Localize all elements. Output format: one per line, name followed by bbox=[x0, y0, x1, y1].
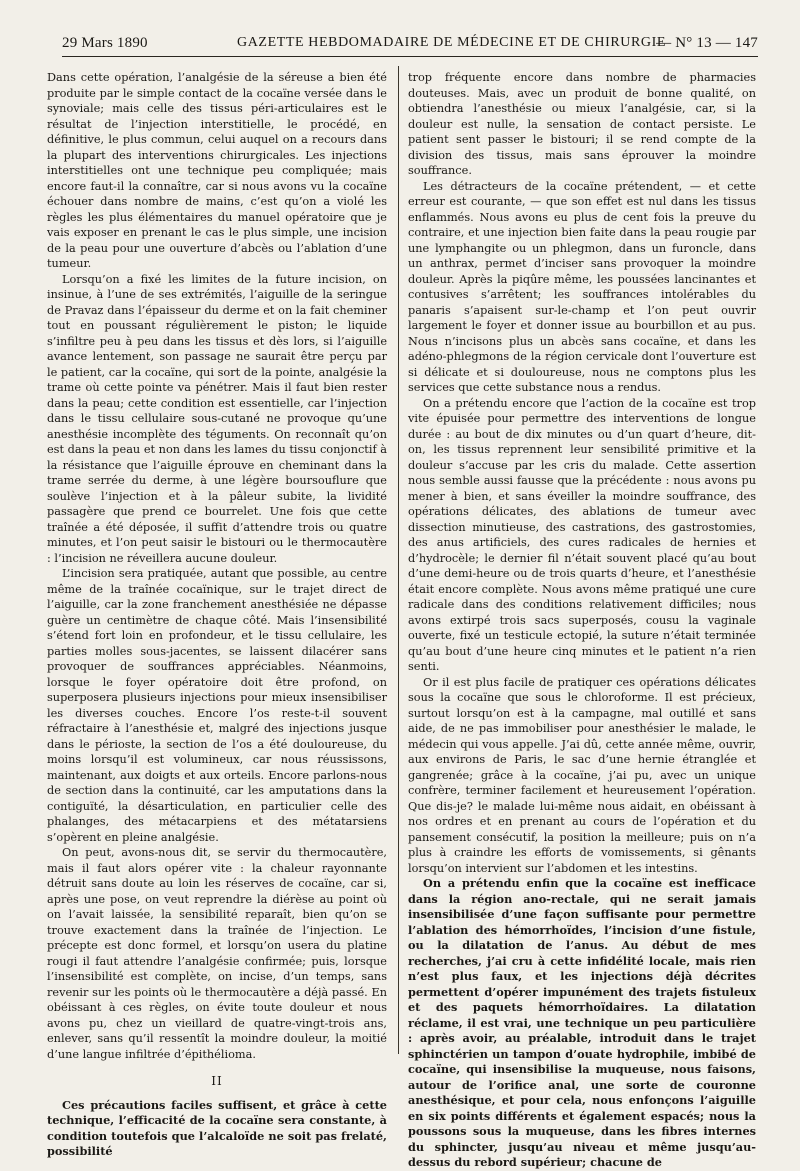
paragraph: Les détracteurs de la cocaïne prétendent, — et cette erreur est courante, — que son effet est nul dans les tissus enflammés. Nous avons eu plus de cent fois la preuve du contraire, et une injection bien faite dans la peau rougie par une lymphangite ou un phlegmon, dans un furoncle, dans un anthrax, permet d’inciser sans provoquer la moindre douleur. Après la piqûre même, les poussées lancinantes et contusives s’arrêtent; les souffrances intolérables du panaris s’apaisent sur-le-champ et l’on peut ouvrir largement le foyer et donner issue au bourbillon et au pus. Nous n’incisons plus un abcès sans cocaïne, et dans les adéno-phlegmons de la région cervicale dont l’ouverture est si délicate et si douloureuse, nous ne comptons plus les services que cette substance nous a rendus. bbox=[408, 179, 756, 394]
header-date: 29 Mars 1890 bbox=[62, 35, 148, 51]
paragraph: On a prétendu enfin que la cocaïne est inefficace dans la région ano-rectale, qui ne serait jamais insensibilisée d’une façon suffisante pour permettre l’ablation des hémorrhoïdes, l’incision d’une fistule, ou la dilatation de l’anus. Au début de mes recherches, j’ai cru à cette infidélité locale, mais rien n’est plus faux, et les injections déjà décrites permettent d’opérer impunément des trajets fistuleux et des paquets hémorrhoïdaires. La dilatation réclame, il est vrai, une technique un peu particulière : après avoir, au préalable, introduit dans le trajet sphinctérien un tampon d’ouate hydrophile, imbibé de cocaïne, qui insensibilise la muqueuse, nous faisons, autour de l’orifice anal, une sorte de couronne anesthésique, et pour cela, nous enfonçons l’aiguille en six points différents et également espacés; nous la poussons sous la muqueuse, dans les fibres internes du sphincter, jusqu’au niveau et même jusqu’au-dessus du rebord supérieur; chacune de bbox=[408, 876, 756, 1169]
paragraph: Lorsqu’on a fixé les limites de la future incision, on insinue, à l’une de ses extrémités, l’aiguille de la seringue de Pravaz dans l’épaisseur du derme et on la fait cheminer tout en poussant régulièrement le piston; le liquide s’infiltre peu à peu dans les tissus et dès lors, si l’aiguille avance lentement, son passage ne saurait être perçu par le patient, car la cocaïne, qui sort de la pointe, analgésie la trame où cette pointe va pénétrer. Mais il faut bien rester dans la peau; cette condition est essentielle, car l’injection dans le tissu cellulaire sous-cutané ne provoque qu’une anesthésie incomplète des téguments. On reconnaît qu’on est dans la peau et non dans les lames du tissu conjonctif à la résistance que l’aiguille éprouve en cheminant dans la trame serrée du derme, à une légère boursouflure que soulève l’injection et à la pâleur subite, la lividité passagère que prend ce bourrelet. Une fois que cette traînée a été déposée, il suffit d’attendre trois ou quatre minutes, et l’on peut saisir le bistouri ou le thermocautère : l’incision ne réveillera aucune douleur. bbox=[47, 272, 387, 565]
header-issue-page: — N° 13 — 147 bbox=[656, 35, 758, 51]
header-journal-title: GAZETTE HEBDOMADAIRE DE MÉDECINE ET DE CHIRURGIE bbox=[237, 35, 667, 50]
paragraph: On a prétendu encore que l’action de la cocaïne est trop vite épuisée pour permettre des interventions de longue durée : au bout de dix minutes ou d’un quart d’heure, dit-on, les tissus reprennent leur sensibilité primitive et la douleur s’accuse par les cris du malade. Cette assertion nous semble aussi fausse que la précédente : nous avons pu mener à bien, et sans éveiller la moindre souffrance, des opérations délicates, des ablations de tumeur avec dissection minutieuse, des castrations, des gastrostomies, des anus artificiels, des cures radicales de hernies et d’hydrocèle; le dernier fil n’était souvent placé qu’au bout d’une demi-heure ou de trois quarts d’heure, et l’anesthésie était encore complète. Nous avons même pratiqué une cure radicale dans des conditions relativement difficiles; nous avons extirpé trois sacs superposés, cousu la vaginale ouverte, fixé un testicule ectopié, la suture n’était terminée qu’au bout d’une heure cinq minutes et le patient n’a rien senti. bbox=[408, 396, 756, 673]
column-divider bbox=[398, 66, 399, 1054]
paragraph: Ces précautions faciles suffisent, et grâce à cette technique, l’efficacité de la cocaïne sera constante, à condition toutefois que l’alcaloïde ne soit pas frelaté, possibilité bbox=[47, 1097, 387, 1158]
left-column bbox=[47, 70, 387, 1160]
paragraph: Dans cette opération, l’analgésie de la séreuse a bien été produite par le simple contact de la cocaïne versée dans le synoviale; mais celle des tissus péri-articulaires est le résultat de l’injection interstitielle, le procédé, en définitive, le plus commun, celui auquel on a recours dans la plupart des interventions chirurgicales. Les injections interstitielles ont une technique peu compliquée; mais encore faut-il la connaître, car si nous avons vu la cocaïne échouer dans nombre de mains, c’est qu’on a violé les règles les plus élémentaires du manuel opératoire que je vais exposer en prenant le cas le plus simple, une incision de la peau pour une ouverture d’abcès ou l’ablation d’une tumeur. bbox=[47, 71, 387, 270]
running-header bbox=[62, 34, 758, 57]
paragraph: Or il est plus facile de pratiquer ces opérations délicates sous la cocaïne que sous le chloroforme. Il est précieux, surtout lorsqu’on est à la campagne, mal outillé et sans aide, de ne pas immobiliser pour anesthésier le malade, le médecin qui vous appelle. J’ai dû, cette année même, ouvrir, aux environs de Paris, le sac d’une hernie étranglée et gangrenée; grâce à la cocaïne, j’ai pu, avec un unique confrère, terminer facilement et heureusement l’opération. Que dis-je? le malade lui-même nous aidait, en obéissant à nos ordres et en prenant au cours de l’opération et du pansement consécutif, la position la meilleure; puis on n’a plus à craindre les efforts de vomissements, si gênants lorsqu’on intervient sur l’abdomen et les intestins. bbox=[408, 675, 756, 875]
paragraph: trop fréquente encore dans nombre de pharmacies douteuses. Mais, avec un produit de bonne qualité, on obtiendra l’anesthésie ou mieux l’analgésie, car, si la douleur est nulle, la sensation de contact persiste. Le patient sent passer le bistouri; il se rend compte de la division des tissus, mais sans éprouver la moindre souffrance. bbox=[408, 71, 756, 177]
section-number: II bbox=[211, 1074, 223, 1088]
paragraph: L’incision sera pratiquée, autant que possible, au centre même de la traînée cocaïnique, sur le trajet direct de l’aiguille, car la zone franchement anesthésiée ne dépasse guère un centimètre de chaque côté. Mais l’insensibilité s’étend fort loin en profondeur, et le tissu cellulaire, les parties molles sous-jacentes, se laissent dilacérer sans provoquer de souffrances appréciables. Néanmoins, lorsque le foyer opératoire doit être profond, on superposera plusieurs injections pour mieux insensibiliser les diverses couches. Encore l’os reste-t-il souvent réfractaire à l’anesthésie et, malgré des injections jusque dans le périoste, la section de l’os a été douloureuse, du moins lorsqu’il est volumineux, car nous réussissons, maintenant, aux doigts et aux orteils. Encore parlons-nous de section dans la continuité, car les amputations dans la contiguïté, la désarticulation, en particulier celle des phalanges, des métacarpiens et des métatarsiens s’opèrent en pleine analgésie. bbox=[47, 567, 387, 844]
paragraph: On peut, avons-nous dit, se servir du thermocautère, mais il faut alors opérer vite : la chaleur rayonnante détruit sans doute au loin les réserves de cocaïne, car si, après une pose, on veut reprendre la diérèse au point où on l’avait laissée, la sensibilité reparaît, bien qu’on se trouve exactement dans la traînée de l’injection. Le précepte est donc formel, et lorsqu’on usera du platine rougi il faut attendre l’analgésie confirmée; puis, lorsque l’insensibilité est complète, on incise, d’un temps, sans revenir sur les points où le thermocautère a déjà passé. En obéissant à ces règles, on évite toute douleur et nous avons pu, chez un vieillard de quatre-vingt-trois ans, enlever, sans qu’il ressentît la moindre douleur, la moitié d’une langue infiltrée d’épithélioma. bbox=[47, 846, 387, 1061]
right-column bbox=[408, 70, 756, 1171]
